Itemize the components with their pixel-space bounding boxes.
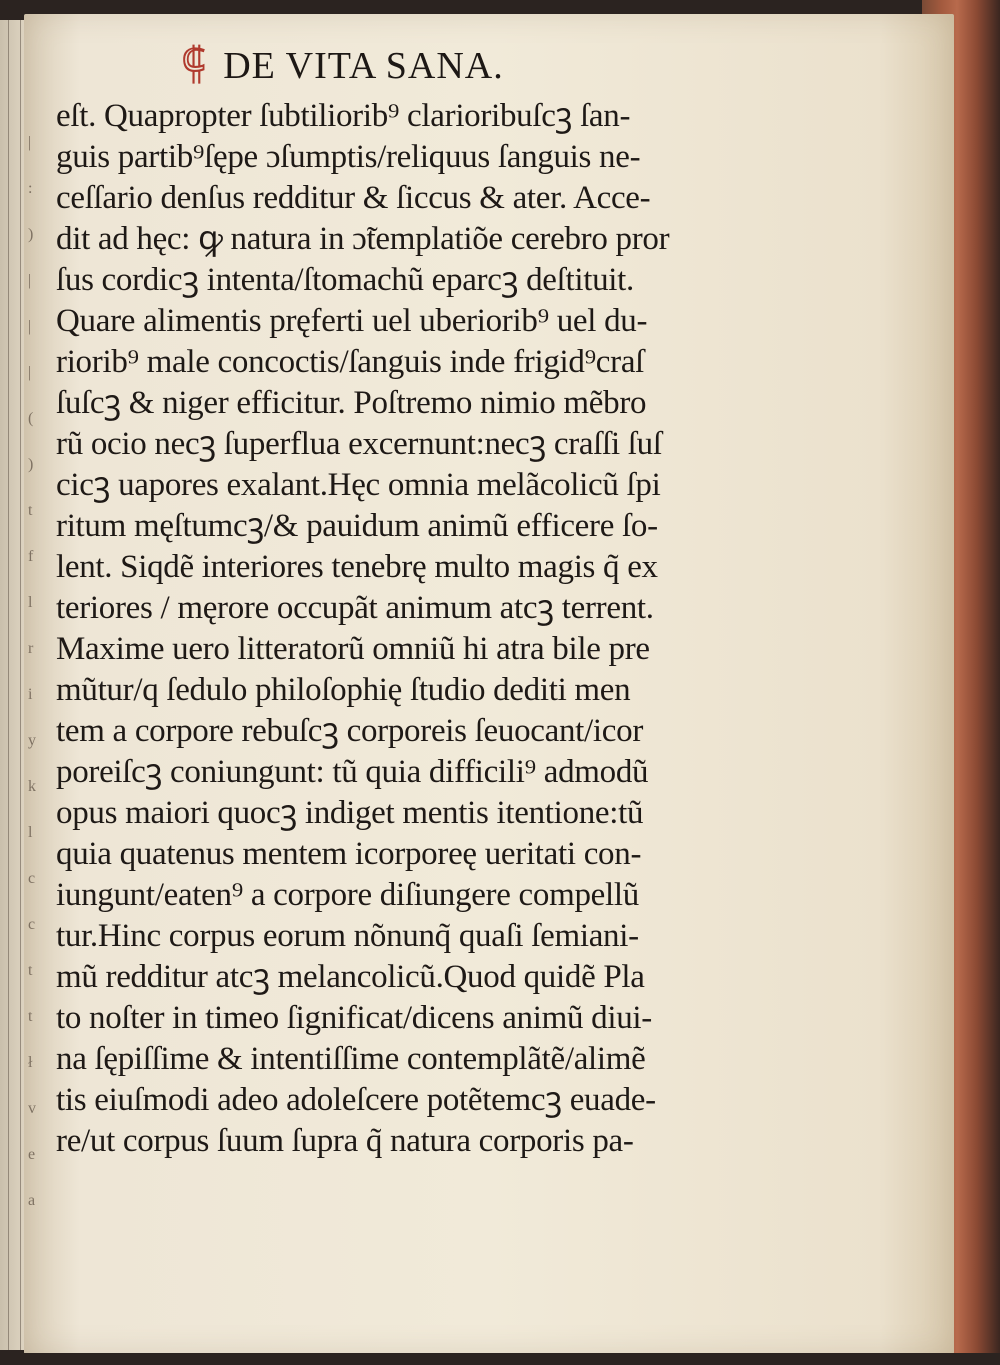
text-line: ſuſcꝫ & niger efficitur. Poſtremo nimio mẽbro — [56, 385, 647, 421]
text-line: teriores / męrore occupãt animum atcꝫ terrent. — [56, 590, 654, 626]
page-title: DE VITA SANA. — [223, 45, 504, 87]
text-line: mũtur/q ſedulo philoſophię ſtudio dediti men — [56, 672, 631, 708]
text-line: re/ut corpus ſuum ſupra q̃ natura corporis pa- — [56, 1123, 634, 1159]
facing-page-show-through: | : ) | | | ( ) t f l r i y k l c c t t ł v e a — [28, 134, 36, 1209]
text-line: ſus cordicꝫ intenta/ſtomachũ eparcꝫ deſtituit. — [56, 262, 634, 298]
pilcrow-mark: ⸿ — [181, 38, 207, 89]
body-text — [56, 96, 796, 1162]
text-line: dit ad hęc: ꝙ natura in ɔ̃templatiõe cerebro pror — [56, 221, 670, 257]
text-line: Maxime uero litteratorũ omniũ hi atra bile pre — [56, 631, 650, 667]
text-line: riorib⁹ male concoctis/ſanguis inde frigid⁹craſ — [56, 344, 645, 380]
text-line: tem a corpore rebuſcꝫ corporeis ſeuocant/icor — [56, 713, 644, 749]
text-line: quia quatenus mentem icorporeę ueritati con- — [56, 836, 642, 872]
text-line: lent. Siqdẽ interiores tenebrę multo magis q̃ ex — [56, 549, 658, 585]
text-line: rũ ocio necꝫ ſuperflua excernunt:necꝫ craſſi ſuſ — [56, 426, 662, 462]
text-line: Quare alimentis pręferti uel uberiorib⁹ uel du- — [56, 303, 648, 339]
text-line: mũ redditur atcꝫ melancolicũ.Quod quidẽ Pla — [56, 959, 645, 995]
text-line: na ſępiſſime & intentiſſime contemplãtẽ/alimẽ — [56, 1041, 646, 1077]
text-line: guis partib⁹ſępe ɔſumptis/reliquus ſanguis ne- — [56, 139, 641, 175]
text-line: eſt. Quapropter ſubtiliorib⁹ clarioribuſcꝫ ſan- — [56, 98, 631, 134]
text-line: tis eiuſmodi adeo adoleſcere potẽtemcꝫ euade- — [56, 1082, 656, 1118]
text-line: opus maiori quocꝫ indiget mentis itentione:tũ — [56, 795, 644, 831]
text-line: tur.Hinc corpus eorum nõnunq̃ quaſi ſemiani- — [56, 918, 639, 954]
text-line: iungunt/eaten⁹ a corpore diſiungere compellũ — [56, 877, 639, 913]
text-line: ceſſario denſus redditur & ſiccus & ater. Acce- — [56, 180, 651, 216]
scan-bottom-border — [0, 1353, 1000, 1365]
text-line: ritum męſtumcꝫ/& pauidum animũ efficere ſo- — [56, 508, 658, 544]
text-line: poreiſcꝫ coniungunt: tũ quia difficili⁹ admodũ — [56, 754, 649, 790]
text-line: cicꝫ uapores exalant.Hęc omnia melãcolicũ ſpi — [56, 467, 661, 503]
text-line: to noſter in timeo ſignificat/dicens animũ diui- — [56, 1000, 652, 1036]
running-head — [178, 38, 504, 89]
